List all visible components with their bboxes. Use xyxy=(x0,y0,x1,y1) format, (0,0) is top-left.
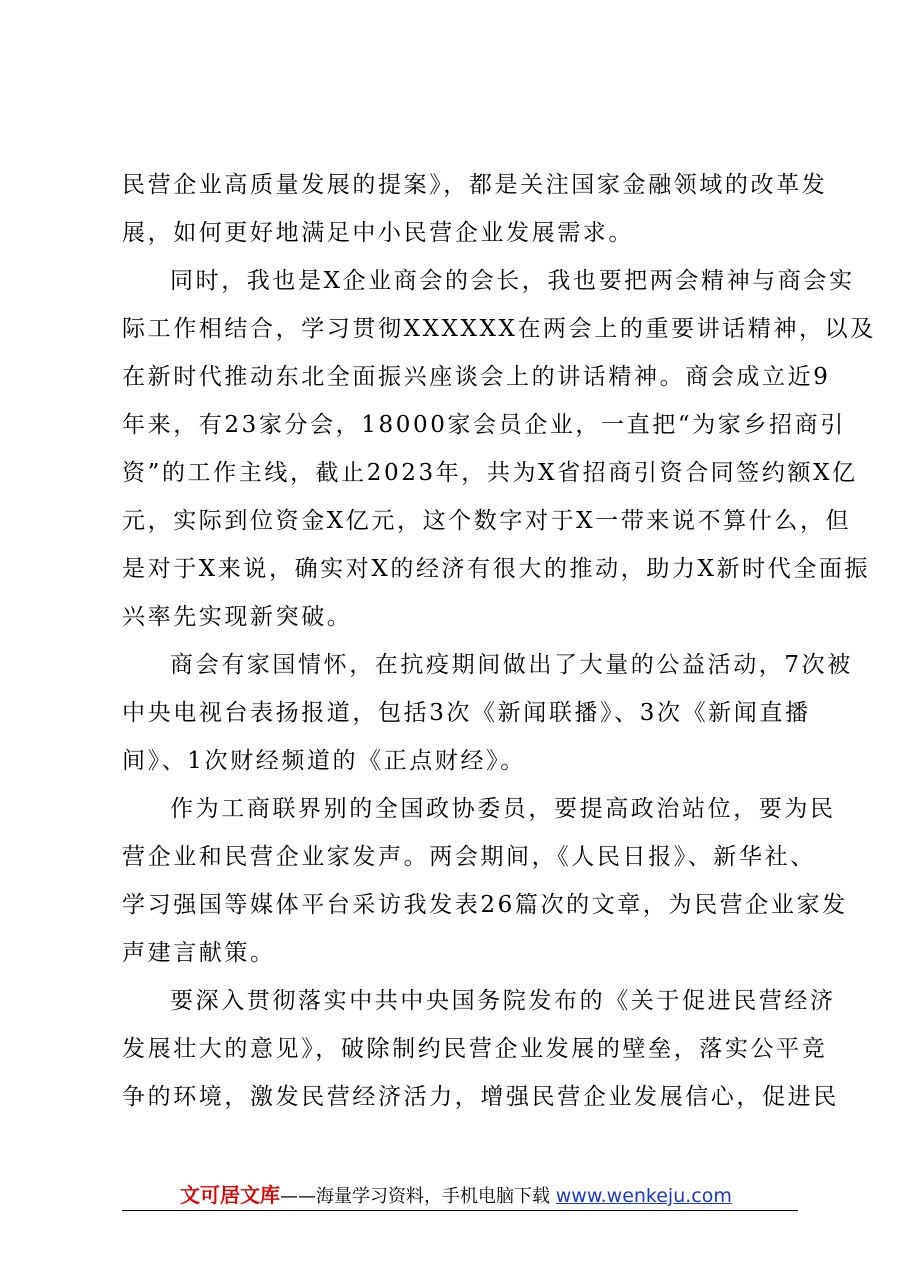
body-line-17: 声建言献策。 xyxy=(122,940,276,966)
body-line-18: 要深入贯彻落实中共中央国务院发布的《关于促进民营经济 xyxy=(170,988,836,1014)
body-line-5: 在新时代推动东北全面振兴座谈会上的讲话精神。商会成立近9 xyxy=(122,364,831,390)
body-line-20: 争的环境，激发民营经济活力，增强民营企业发展信心，促进民 xyxy=(122,1084,839,1110)
body-line-8: 元，实际到位资金X亿元，这个数字对于X一带来说不算什么，但 xyxy=(122,508,852,534)
body-line-15: 营企业和民营企业家发声。两会期间，《人民日报》、新华社、 xyxy=(122,844,816,870)
page-footer xyxy=(180,1182,732,1210)
body-line-2: 展，如何更好地满足中小民营企业发展需求。 xyxy=(122,220,634,246)
body-line-16: 学习强国等媒体平台采访我发表26篇次的文章，为民营企业家发 xyxy=(122,892,848,918)
body-line-3: 同时，我也是X企业商会的会长，我也要把两会精神与商会实 xyxy=(170,268,855,294)
body-line-19: 发展壮大的意见》，破除制约民营企业发展的壁垒，落实公平竞 xyxy=(122,1036,828,1062)
body-line-10: 兴率先实现新突破。 xyxy=(122,604,353,630)
footer-brand[interactable]: 文可居文库 xyxy=(180,1183,280,1207)
body-line-9: 是对于X来说，确实对X的经济有很大的推动，助力X新时代全面振 xyxy=(122,556,871,582)
footer-tagline: ——海量学习资料，手机电脑下载 xyxy=(280,1186,550,1207)
body-line-4: 际工作相结合，学习贯彻XXXXXX在两会上的重要讲话精神，以及 xyxy=(122,316,876,342)
body-line-13: 间》、1次财经频道的《正点财经》。 xyxy=(122,748,526,774)
body-line-12: 中央电视台表扬报道，包括3次《新闻联播》、3次《新闻直播 xyxy=(122,700,811,726)
body-line-11: 商会有家国情怀，在抗疫期间做出了大量的公益活动，7次被 xyxy=(170,652,853,678)
body-line-7: 资”的工作主线，截止2023年，共为X省招商引资合同签约额X亿 xyxy=(122,460,858,486)
body-line-14: 作为工商联界别的全国政协委员，要提高政治站位，要为民 xyxy=(170,796,836,822)
footer-divider xyxy=(122,1210,798,1211)
body-line-6: 年来，有23家分会，18000家会员企业，一直把“为家乡招商引 xyxy=(122,412,846,438)
body-line-1: 民营企业高质量发展的提案》，都是关注国家金融领域的改革发 xyxy=(122,172,828,198)
footer-url-link[interactable]: www.wenkeju.com xyxy=(555,1185,732,1207)
